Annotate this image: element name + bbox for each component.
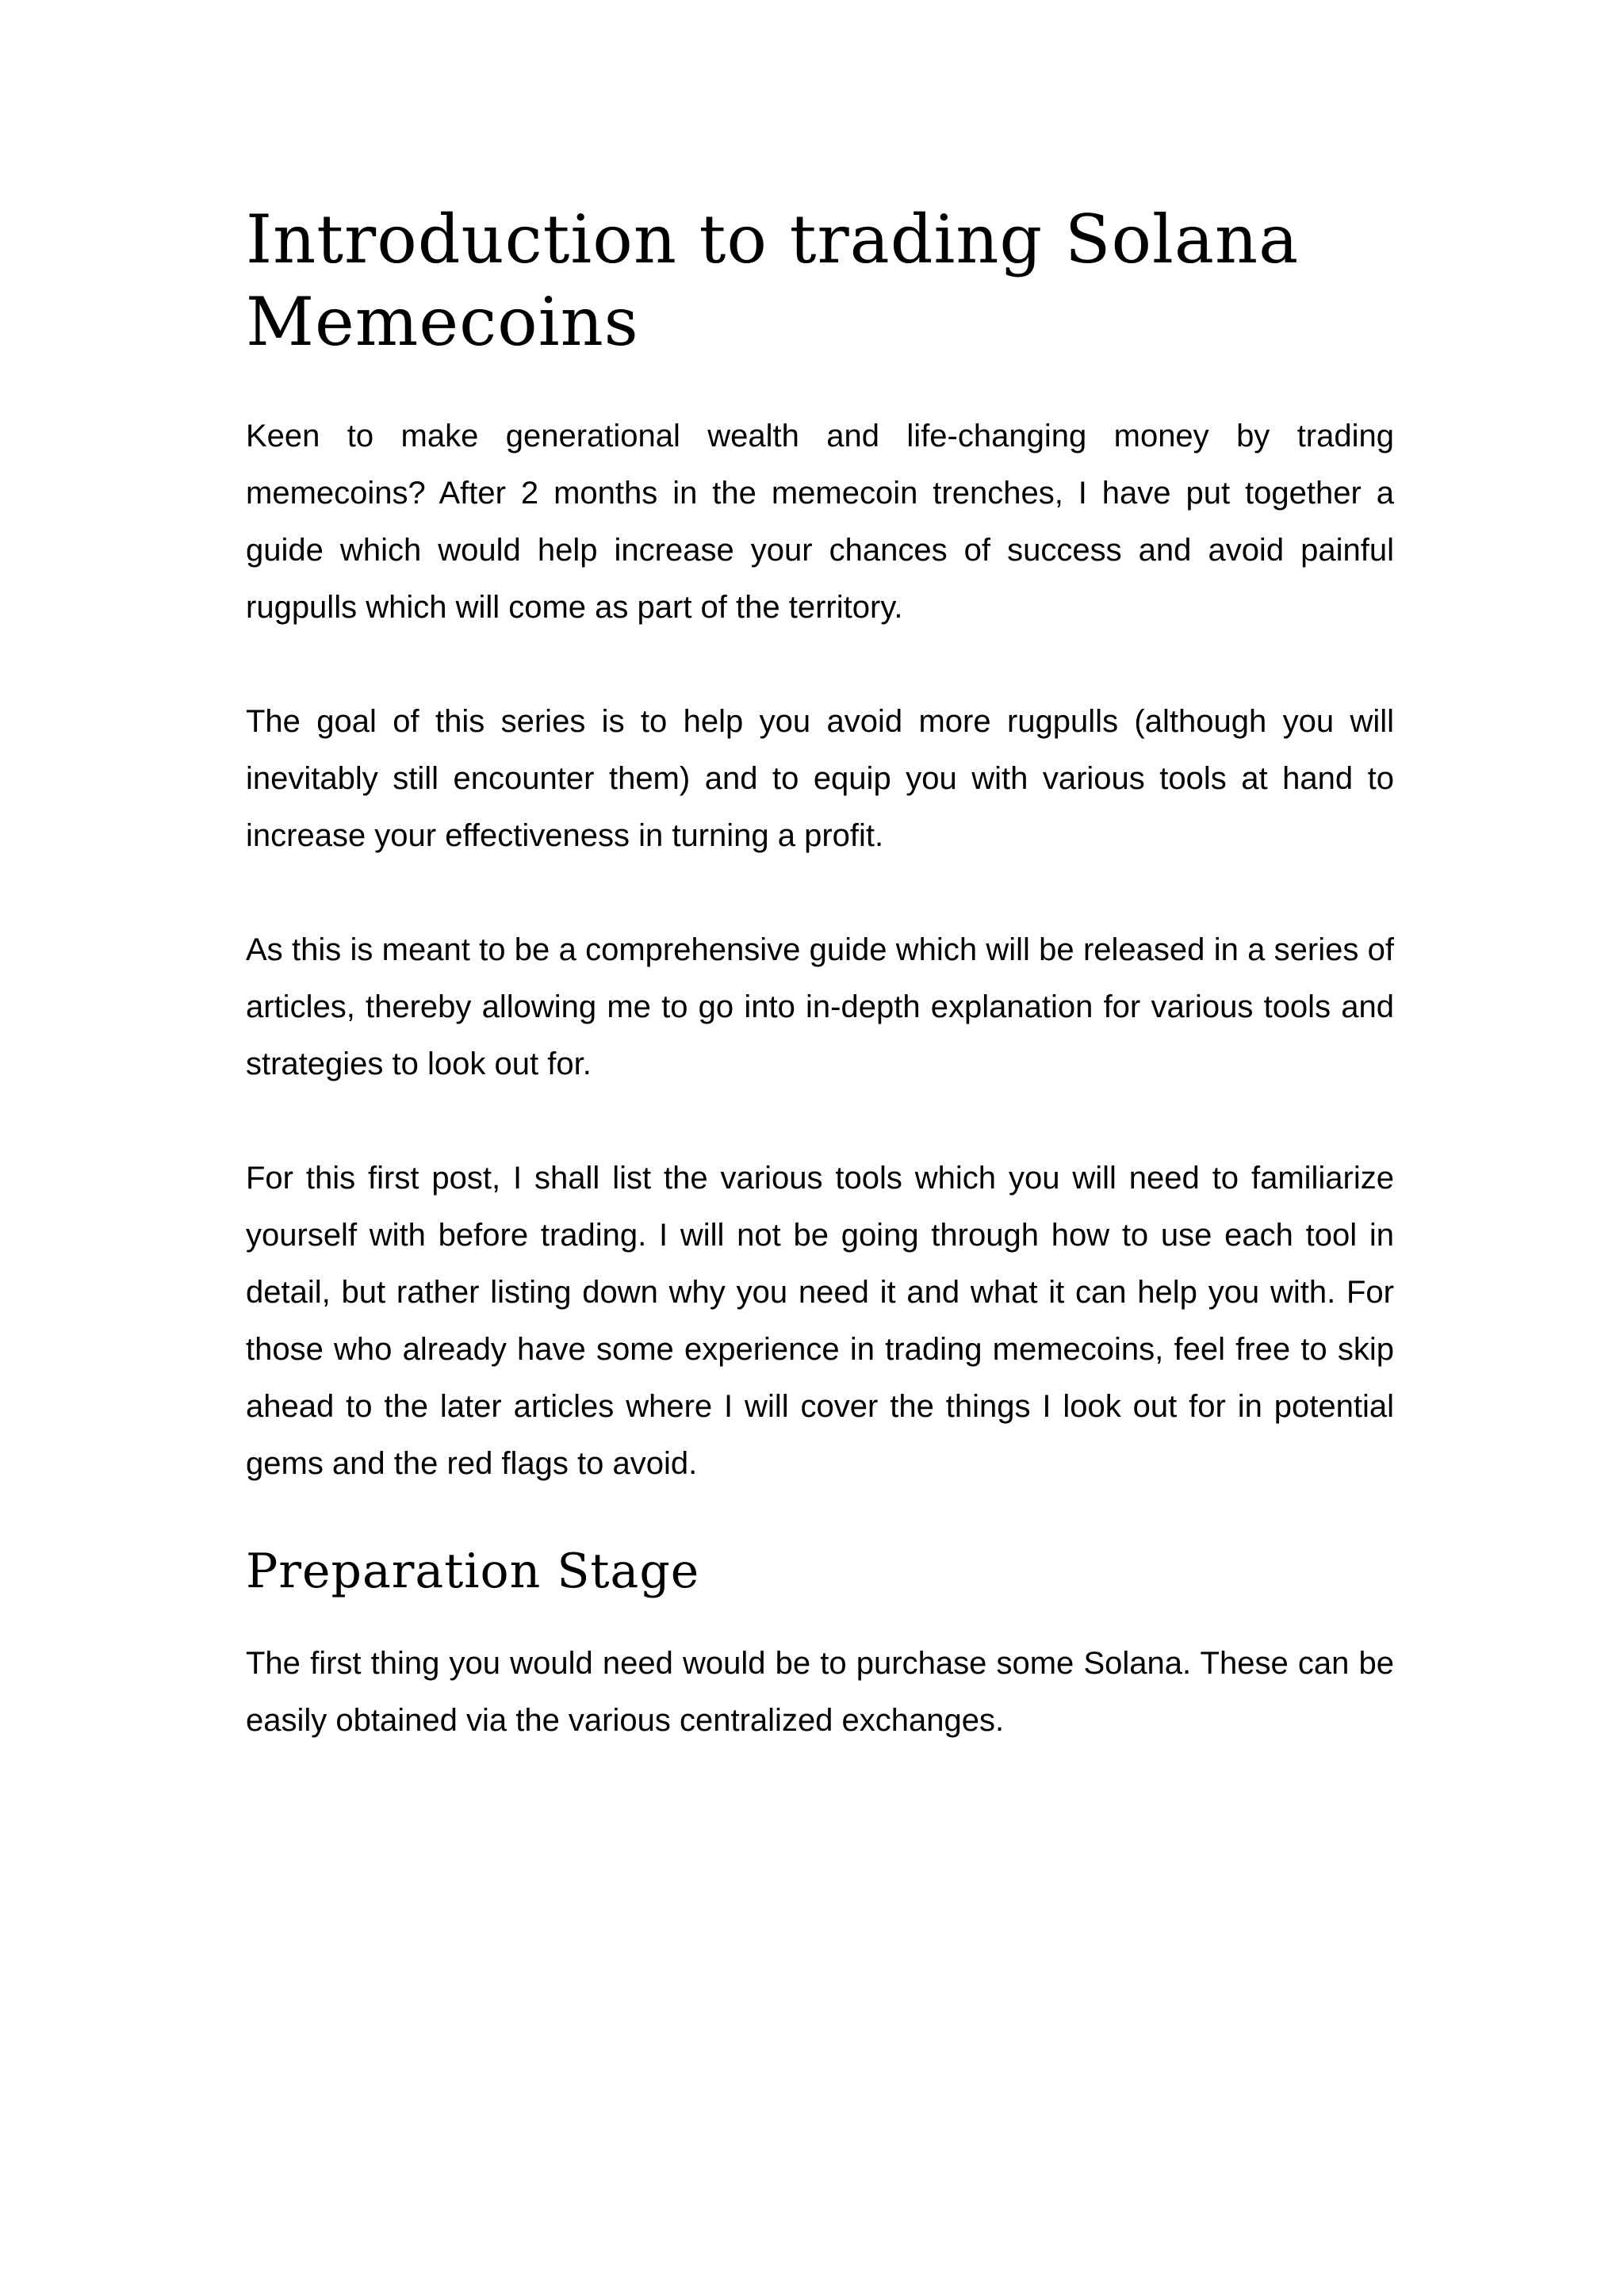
document-title: Introduction to trading Solana Memecoins — [246, 201, 1300, 361]
paragraph-intro: Keen to make generational wealth and life-changing money by trading memecoins? After 2 months in the memecoin trenches, I have put together a guide which would help increase your chances of success and avoid painful rugpulls which will come as part of the territory. — [246, 419, 1394, 625]
paragraph-goal: The goal of this series is to help you avoid more rugpulls (although you will inevitably still encounter them) and to equip you with various tools at hand to increase your effectiveness in turning a profit. — [246, 704, 1394, 853]
section-paragraph: The first thing you would need would be to purchase some Solana. These can be easily obtained via the various centralized exchanges. — [246, 1646, 1394, 1738]
document-content — [246, 198, 1394, 1806]
paragraph-series: As this is meant to be a comprehensive guide which will be released in a series of articles, thereby allowing me to go into in-depth explanation for various tools and strategies to look out for. — [246, 932, 1394, 1081]
section-heading: Preparation Stage — [246, 1544, 700, 1599]
paragraph-first-post: For this first post, I shall list the various tools which you will need to familiarize yourself with before trading. I will not be going through how to use each tool in detail, but rather listing down why you need it and what it can help you with. For those who already have some experience in trading memecoins, feel free to skip ahead to the later articles where I will cover the things I look out for in potential gems and the red flags to avoid. — [246, 1161, 1394, 1481]
